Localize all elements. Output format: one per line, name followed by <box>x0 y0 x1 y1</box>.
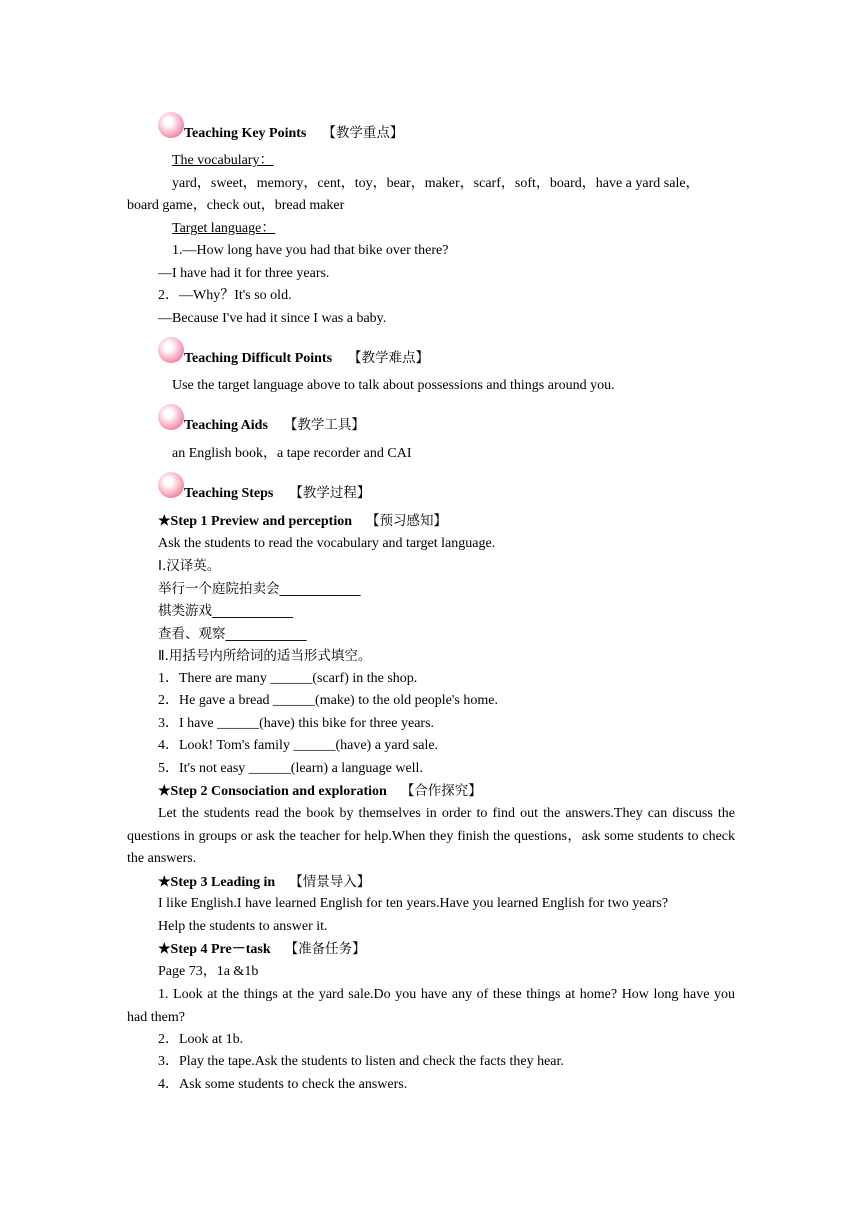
difficult-points-title: Teaching Difficult Points <box>184 351 333 366</box>
step2-heading <box>158 782 482 801</box>
step1-part1-label: Ⅰ.汉译英。 <box>158 558 221 574</box>
steps-title: Teaching Steps <box>184 486 274 501</box>
step1-fill-3: 3．I have ______(have) this bike for three years. <box>158 716 435 731</box>
step1-fill-2: 2．He gave a bread ______(make) to the old people's home. <box>158 693 498 708</box>
flower-bullet-icon <box>158 472 184 498</box>
step3-line-1: I like English.I have learned English for ten years.Have you learned English for two years? <box>158 896 669 911</box>
step3-title-cn: 【情景导入】 <box>289 874 371 890</box>
aids-title-cn: 【教学工具】 <box>283 417 365 433</box>
step1-title-cn: 【预习感知】 <box>366 513 448 529</box>
difficult-points-title-cn: 【教学难点】 <box>348 350 430 366</box>
target-language-label: Target language： <box>172 221 276 236</box>
flower-bullet-icon <box>158 404 184 430</box>
step1-part2-label: Ⅱ.用括号内所给词的适当形式填空。 <box>158 648 372 664</box>
key-points-title-cn: 【教学重点】 <box>322 125 404 141</box>
step1-question-3: 查看、观察____________ <box>158 626 307 642</box>
step4-title: ★Step 4 Pre－task <box>158 942 271 957</box>
step4-heading <box>158 940 366 959</box>
step1-title: ★Step 1 Preview and perception <box>158 514 353 529</box>
target-line-1: 1.—How long have you had that bike over there? <box>172 243 449 258</box>
step4-item-4: 4．Ask some students to check the answers. <box>158 1077 408 1092</box>
step3-line-2: Help the students to answer it. <box>158 919 328 934</box>
difficult-points-text: Use the target language above to talk about possessions and things around you. <box>172 378 615 393</box>
step1-fill-1: 1．There are many ______(scarf) in the shop. <box>158 671 418 686</box>
step1-question-1: 举行一个庭院拍卖会____________ <box>158 581 361 597</box>
step1-heading <box>158 512 447 531</box>
key-points-title: Teaching Key Points <box>184 126 307 141</box>
step4-page-ref: Page 73，1a &1b <box>158 964 259 979</box>
aids-title: Teaching Aids <box>184 418 268 433</box>
vocab-label: The vocabulary： <box>172 153 274 168</box>
steps-title-cn: 【教学过程】 <box>289 485 371 501</box>
target-line-2: —I have had it for three years. <box>158 266 330 281</box>
step3-heading <box>158 873 370 892</box>
step2-title-cn: 【合作探究】 <box>400 783 482 799</box>
step4-item-2: 2．Look at 1b. <box>158 1032 244 1047</box>
step1-fill-4: 4．Look! Tom's family ______(have) a yard sale. <box>158 738 439 753</box>
vocab-line-1: yard，sweet，memory，cent，toy，bear，maker，scarf，soft，board，have a yard sale， <box>172 176 700 191</box>
target-line-4: —Because I've had it since I was a baby. <box>158 311 387 326</box>
step4-title-cn: 【准备任务】 <box>284 941 366 957</box>
step1-question-2: 棋类游戏____________ <box>158 603 293 619</box>
step3-title: ★Step 3 Leading in <box>158 875 276 890</box>
vocab-line-2: board game，check out，bread maker <box>127 198 345 213</box>
flower-bullet-icon <box>158 337 184 363</box>
step2-text: Let the students read the book by themselves in order to find out the answers.They can discuss the questions in groups or ask the teacher for help.When they finish the questions，ask some students to check the answers. <box>127 806 735 866</box>
step1-intro: Ask the students to read the vocabulary and target language. <box>158 536 496 551</box>
step2-title: ★Step 2 Consociation and exploration <box>158 784 387 799</box>
step4-item-1: 1. Look at the things at the yard sale.Do you have any of these things at home? How long have you had them? <box>127 987 735 1025</box>
step1-fill-5: 5．It's not easy ______(learn) a language well. <box>158 761 423 776</box>
flower-bullet-icon <box>158 112 184 138</box>
aids-text: an English book，a tape recorder and CAI <box>172 446 412 461</box>
target-line-3: 2．—Why？It's so old. <box>158 288 292 303</box>
step4-item-3: 3．Play the tape.Ask the students to listen and check the facts they hear. <box>158 1054 564 1069</box>
